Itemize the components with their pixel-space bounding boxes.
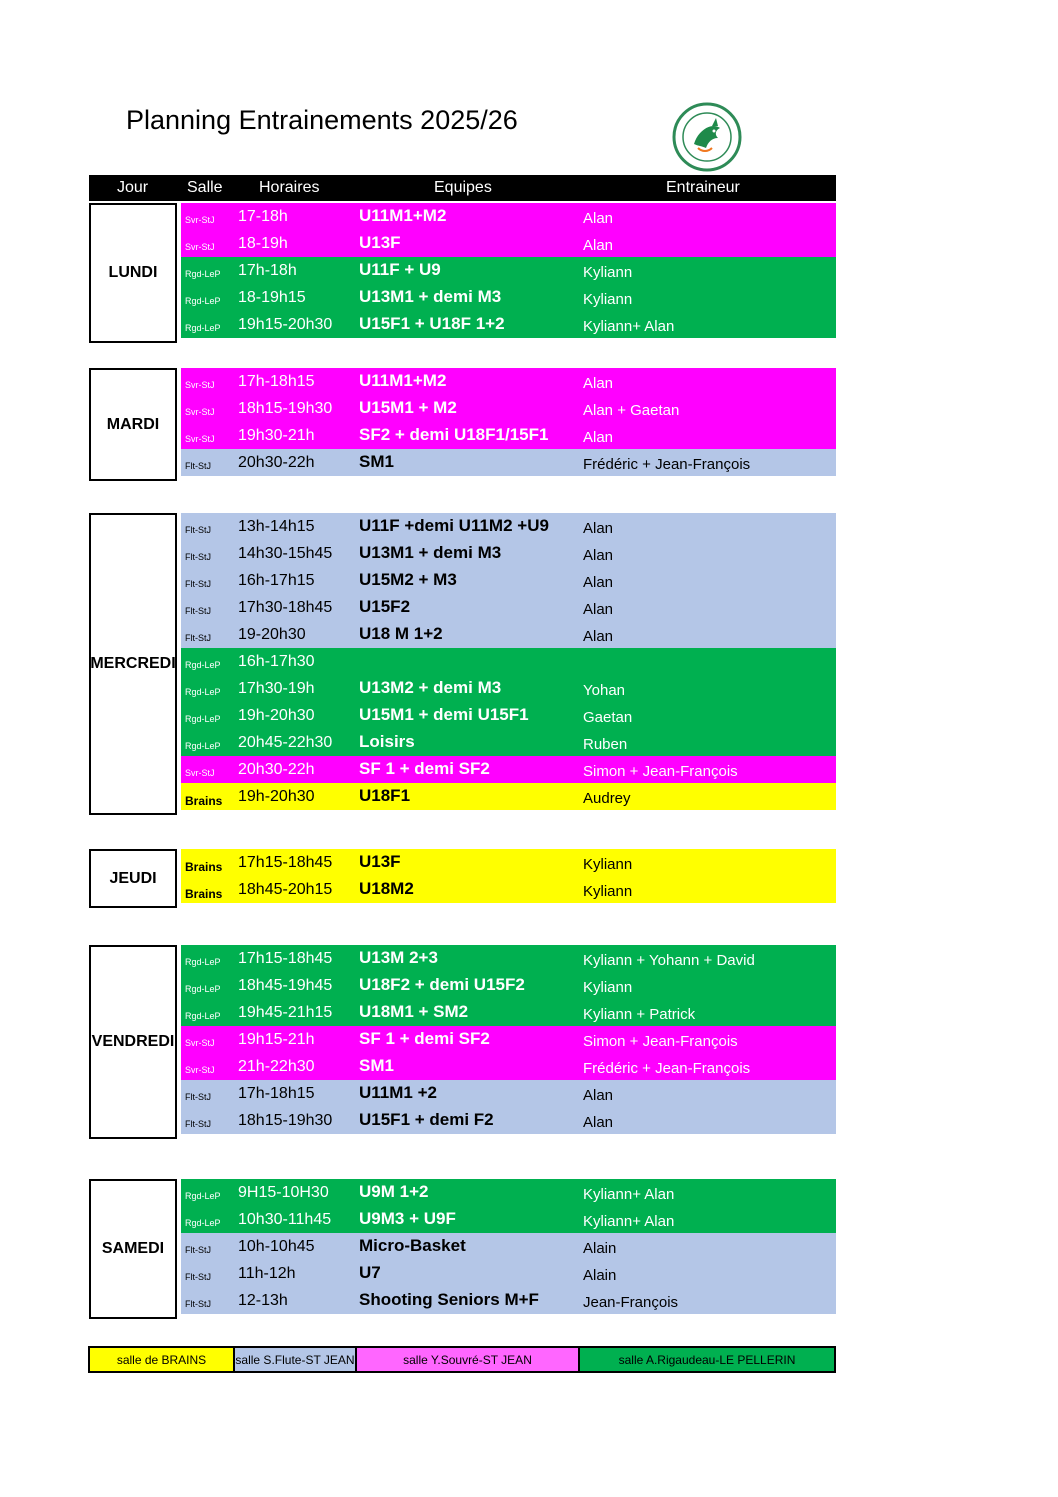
horaire-cell: 17h15-18h45 xyxy=(238,950,333,967)
salle-cell: Svr-StJ xyxy=(185,1038,215,1048)
legend xyxy=(88,1346,836,1373)
salle-cell: Svr-StJ xyxy=(185,434,215,444)
salle-cell: Flt-StJ xyxy=(185,1272,211,1282)
table-header xyxy=(89,175,836,201)
equipe-cell: U7 xyxy=(359,1263,381,1282)
day-group-mercredi xyxy=(89,513,836,815)
entraineur-cell: Kyliann+ Alan xyxy=(583,1186,675,1203)
horaire-cell: 19h-20h30 xyxy=(238,707,315,724)
equipe-cell: U13M1 + demi M3 xyxy=(359,543,502,562)
table-row xyxy=(181,1107,836,1134)
equipe-cell: U18F1 xyxy=(359,786,411,805)
table-row xyxy=(181,284,836,311)
equipe-cell: U13M 2+3 xyxy=(359,948,438,967)
equipe-cell: U15M2 + M3 xyxy=(359,570,457,589)
entraineur-cell: Alan xyxy=(583,520,614,537)
header-horaires: Horaires xyxy=(259,179,320,196)
equipe-cell: U13M2 + demi M3 xyxy=(359,678,502,697)
day-group-lundi xyxy=(89,203,836,343)
table-row xyxy=(181,203,836,230)
header-equipes: Equipes xyxy=(434,179,492,196)
salle-cell: Rgd-LeP xyxy=(185,660,221,670)
equipe-cell: U13F xyxy=(359,233,401,252)
salle-cell: Rgd-LeP xyxy=(185,269,221,279)
salle-cell: Svr-StJ xyxy=(185,380,215,390)
horaire-cell: 17h15-18h45 xyxy=(238,854,333,871)
salle-cell: Brains xyxy=(185,887,223,901)
entraineur-cell: Alan xyxy=(583,375,614,392)
day-group-jeudi xyxy=(89,849,836,908)
day-label: MARDI xyxy=(89,368,177,481)
salle-cell: Svr-StJ xyxy=(185,242,215,252)
entraineur-cell: Yohan xyxy=(583,682,625,699)
horaire-cell: 19h15-21h xyxy=(238,1031,315,1048)
entraineur-cell: Audrey xyxy=(583,790,631,807)
entraineur-cell: Alan xyxy=(583,237,614,254)
salle-cell: Rgd-LeP xyxy=(185,1011,221,1021)
table-row xyxy=(181,422,836,449)
page-title: Planning Entrainements 2025/26 xyxy=(126,105,518,135)
horaire-cell: 12-13h xyxy=(238,1292,288,1309)
horaire-cell: 17h30-18h45 xyxy=(238,599,333,616)
horaire-cell: 10h30-11h45 xyxy=(238,1211,332,1228)
horaire-cell: 20h45-22h30 xyxy=(238,734,333,751)
equipe-cell: U15F1 + demi F2 xyxy=(359,1110,494,1129)
table-row xyxy=(181,368,836,395)
salle-cell: Rgd-LeP xyxy=(185,984,221,994)
entraineur-cell: Kyliann xyxy=(583,264,633,281)
salle-cell: Rgd-LeP xyxy=(185,714,221,724)
equipe-cell: SF 1 + demi SF2 xyxy=(359,759,490,778)
salle-cell: Flt-StJ xyxy=(185,1092,211,1102)
day-group-vendredi xyxy=(89,945,836,1139)
day-label: VENDREDI xyxy=(89,945,177,1139)
entraineur-cell: Alan xyxy=(583,210,614,227)
entraineur-cell: Simon + Jean-François xyxy=(583,1033,738,1050)
day-label: SAMEDI xyxy=(89,1179,177,1319)
entraineur-cell: Kyliann + Yohann + David xyxy=(583,952,755,969)
horaire-cell: 17h-18h15 xyxy=(238,373,315,390)
table-row xyxy=(181,621,836,648)
entraineur-cell: Kyliann+ Alan xyxy=(583,318,675,335)
table-row xyxy=(181,876,836,903)
salle-cell: Rgd-LeP xyxy=(185,957,221,967)
horaire-cell: 18h15-19h30 xyxy=(238,400,333,417)
equipe-cell: Shooting Seniors M+F xyxy=(359,1290,539,1309)
equipe-cell: SM1 xyxy=(359,1056,394,1075)
equipe-cell: U11M1 +2 xyxy=(359,1083,437,1102)
entraineur-cell: Alan xyxy=(583,1087,614,1104)
legend-flute: salle S.Flute-ST JEAN xyxy=(235,1348,357,1371)
salle-cell: Svr-StJ xyxy=(185,407,215,417)
salle-cell: Svr-StJ xyxy=(185,768,215,778)
horaire-cell: 20h30-22h xyxy=(238,454,315,471)
salle-cell: Svr-StJ xyxy=(185,215,215,225)
entraineur-cell: Alan xyxy=(583,601,614,618)
day-label: JEUDI xyxy=(89,849,177,908)
entraineur-cell: Alain xyxy=(583,1267,617,1284)
entraineur-cell: Kyliann xyxy=(583,883,633,900)
table-row xyxy=(181,1287,836,1314)
table-row xyxy=(181,567,836,594)
equipe-cell: SF 1 + demi SF2 xyxy=(359,1029,490,1048)
salle-cell: Brains xyxy=(185,860,223,874)
table-row xyxy=(181,1233,836,1260)
entraineur-cell: Alan xyxy=(583,628,614,645)
entraineur-cell: Simon + Jean-François xyxy=(583,763,738,780)
entraineur-cell: Alan xyxy=(583,1114,614,1131)
table-row xyxy=(181,395,836,422)
legend-rigaudeau: salle A.Rigaudeau-LE PELLERIN xyxy=(580,1348,834,1371)
equipe-cell: U15M1 + M2 xyxy=(359,398,457,417)
table-row xyxy=(181,1206,836,1233)
day-label: MERCREDI xyxy=(89,513,177,815)
equipe-cell: U11F +demi U11M2 +U9 xyxy=(359,516,549,535)
equipe-cell: U18F2 + demi U15F2 xyxy=(359,975,525,994)
salle-cell: Rgd-LeP xyxy=(185,687,221,697)
entraineur-cell: Jean-François xyxy=(583,1294,679,1311)
entraineur-cell: Alain xyxy=(583,1240,617,1257)
table-row xyxy=(181,702,836,729)
equipe-cell: U15F2 xyxy=(359,597,411,616)
entraineur-cell: Alan xyxy=(583,574,614,591)
entraineur-cell: Alan xyxy=(583,547,614,564)
horaire-cell: 17h-18h15 xyxy=(238,1085,315,1102)
salle-cell: Svr-StJ xyxy=(185,1065,215,1075)
entraineur-cell: Kyliann xyxy=(583,979,633,996)
table-row xyxy=(181,311,836,338)
horaire-cell: 13h-14h15 xyxy=(238,518,315,535)
table-row xyxy=(181,756,836,783)
entraineur-cell: Kyliann + Patrick xyxy=(583,1006,696,1023)
equipe-cell: U18 M 1+2 xyxy=(359,624,443,643)
table-row xyxy=(181,729,836,756)
table-row xyxy=(181,945,836,972)
legend-brains: salle de BRAINS xyxy=(90,1348,235,1371)
table-row xyxy=(181,449,836,476)
entraineur-cell: Kyliann xyxy=(583,856,633,873)
horaire-cell: 9H15-10H30 xyxy=(238,1184,329,1201)
entraineur-cell: Kyliann+ Alan xyxy=(583,1213,675,1230)
table-row xyxy=(181,230,836,257)
table-row xyxy=(181,1026,836,1053)
salle-cell: Flt-StJ xyxy=(185,606,211,616)
horaire-cell: 19h15-20h30 xyxy=(238,316,333,333)
equipe-cell: U18M1 + SM2 xyxy=(359,1002,469,1021)
entraineur-cell: Alan xyxy=(583,429,614,446)
horaire-cell: 11h-12h xyxy=(238,1265,296,1282)
horaire-cell: 17h30-19h xyxy=(238,680,315,697)
table-row xyxy=(181,540,836,567)
equipe-cell: U15M1 + demi U15F1 xyxy=(359,705,529,724)
horaire-cell: 18h15-19h30 xyxy=(238,1112,333,1129)
equipe-cell: U9M3 + U9F xyxy=(359,1209,456,1228)
horaire-cell: 18h45-20h15 xyxy=(238,881,333,898)
day-label: LUNDI xyxy=(89,203,177,343)
horaire-cell: 16h-17h15 xyxy=(238,572,315,589)
horaire-cell: 19-20h30 xyxy=(238,626,306,643)
salle-cell: Flt-StJ xyxy=(185,579,211,589)
horaire-cell: 21h-22h30 xyxy=(238,1058,315,1075)
horaire-cell: 18h45-19h45 xyxy=(238,977,333,994)
table-row xyxy=(181,675,836,702)
salle-cell: Rgd-LeP xyxy=(185,1191,221,1201)
table-row xyxy=(181,1260,836,1287)
entraineur-cell: Gaetan xyxy=(583,709,633,726)
equipe-cell: Loisirs xyxy=(359,732,415,751)
salle-cell: Flt-StJ xyxy=(185,1119,211,1129)
salle-cell: Flt-StJ xyxy=(185,552,211,562)
equipe-cell: SM1 xyxy=(359,452,394,471)
header-salle: Salle xyxy=(187,179,223,196)
salle-cell: Flt-StJ xyxy=(185,1245,211,1255)
salle-cell: Rgd-LeP xyxy=(185,323,221,333)
entraineur-cell: Frédéric + Jean-François xyxy=(583,456,751,473)
equipe-cell: Micro-Basket xyxy=(359,1236,466,1255)
horaire-cell: 19h-20h30 xyxy=(238,788,315,805)
table-row xyxy=(181,1053,836,1080)
header-entraineur: Entraineur xyxy=(666,179,740,196)
equipe-cell: U11F + U9 xyxy=(359,260,441,279)
table-row xyxy=(181,849,836,876)
club-logo xyxy=(672,102,742,172)
equipe-cell: SF2 + demi U18F1/15F1 xyxy=(359,425,549,444)
equipe-cell: U11M1+M2 xyxy=(359,206,447,225)
entraineur-cell: Ruben xyxy=(583,736,628,753)
day-group-mardi xyxy=(89,368,836,481)
horaire-cell: 17h-18h xyxy=(238,262,297,279)
salle-cell: Rgd-LeP xyxy=(185,741,221,751)
salle-cell: Flt-StJ xyxy=(185,633,211,643)
day-group-samedi xyxy=(89,1179,836,1319)
equipe-cell: U15F1 + U18F 1+2 xyxy=(359,314,505,333)
equipe-cell: U13F xyxy=(359,852,401,871)
entraineur-cell: Frédéric + Jean-François xyxy=(583,1060,751,1077)
horaire-cell: 16h-17h30 xyxy=(238,653,315,670)
horaire-cell: 19h30-21h xyxy=(238,427,315,444)
table-row xyxy=(181,1179,836,1206)
salle-cell: Flt-StJ xyxy=(185,525,211,535)
equipe-cell: U11M1+M2 xyxy=(359,371,447,390)
salle-cell: Flt-StJ xyxy=(185,1299,211,1309)
horaire-cell: 10h-10h45 xyxy=(238,1238,315,1255)
table-row xyxy=(181,257,836,284)
entraineur-cell: Kyliann xyxy=(583,291,633,308)
horaire-cell: 20h30-22h xyxy=(238,761,315,778)
table-row xyxy=(181,1080,836,1107)
horaire-cell: 19h45-21h15 xyxy=(238,1004,333,1021)
table-row xyxy=(181,648,836,675)
salle-cell: Rgd-LeP xyxy=(185,1218,221,1228)
header-jour: Jour xyxy=(117,179,149,196)
salle-cell: Flt-StJ xyxy=(185,461,211,471)
equipe-cell: U9M 1+2 xyxy=(359,1182,429,1201)
horaire-cell: 18-19h15 xyxy=(238,289,306,306)
salle-cell: Brains xyxy=(185,794,223,808)
horaire-cell: 17-18h xyxy=(238,208,288,225)
horaire-cell: 18-19h xyxy=(238,235,288,252)
table-row xyxy=(181,594,836,621)
legend-souvre: salle Y.Souvré-ST JEAN xyxy=(357,1348,580,1371)
table-row xyxy=(181,513,836,540)
equipe-cell: U18M2 xyxy=(359,879,414,898)
equipe-cell: U13M1 + demi M3 xyxy=(359,287,502,306)
salle-cell: Rgd-LeP xyxy=(185,296,221,306)
table-row xyxy=(181,999,836,1026)
table-row xyxy=(181,972,836,999)
entraineur-cell: Alan + Gaetan xyxy=(583,402,680,419)
horaire-cell: 14h30-15h45 xyxy=(238,545,333,562)
table-row xyxy=(181,783,836,810)
